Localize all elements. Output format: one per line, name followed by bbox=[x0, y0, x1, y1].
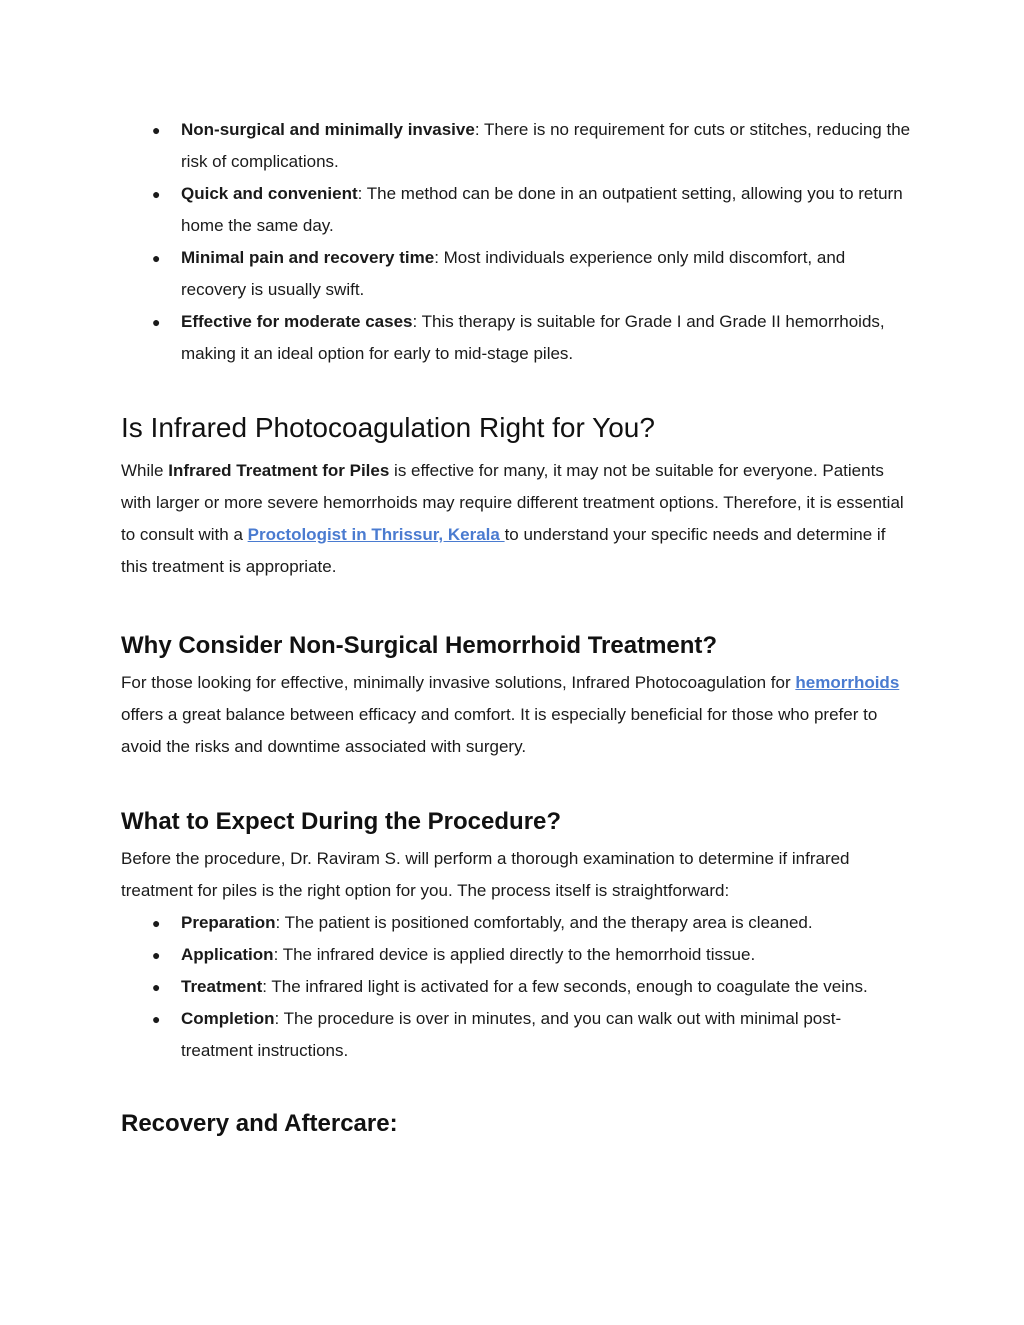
paragraph-what-to-expect: Before the procedure, Dr. Raviram S. will perform a thorough examination to determine if infrared treatment for piles is the right option for you. The process itself is straightforward: bbox=[121, 849, 850, 900]
bullet-icon: ● bbox=[152, 947, 161, 963]
list-item bbox=[121, 306, 911, 370]
hemorrhoids-link[interactable]: hemorrhoids bbox=[795, 673, 900, 692]
bullet-icon: ● bbox=[152, 122, 161, 138]
list-item-text: : The procedure is over in minutes, and you can walk out with minimal post-treatment instructions. bbox=[181, 1009, 842, 1060]
list-item-title: Minimal pain and recovery time bbox=[181, 248, 435, 267]
list-item-text: : This therapy is suitable for Grade I and Grade II hemorrhoids, making it an ideal option for early to mid-stage piles. bbox=[181, 312, 885, 363]
paragraph-text: to understand your specific needs and determine if this treatment is appropriate. bbox=[121, 525, 886, 576]
list-item bbox=[121, 971, 911, 1003]
list-item-text: : The patient is positioned comfortably, and the therapy area is cleaned. bbox=[275, 913, 813, 932]
list-item-text: : There is no requirement for cuts or stitches, reducing the risk of complications. bbox=[181, 120, 911, 171]
list-item bbox=[121, 939, 911, 971]
paragraph-right-for-you bbox=[121, 455, 911, 583]
list-item bbox=[121, 907, 911, 939]
list-item bbox=[121, 114, 911, 178]
heading-what-to-expect: What to Expect During the Procedure? bbox=[121, 808, 562, 835]
bullet-icon: ● bbox=[152, 1011, 161, 1027]
list-item-title: Quick and convenient bbox=[181, 184, 358, 203]
list-item-title: Application bbox=[181, 945, 274, 964]
list-item-text: : Most individuals experience only mild discomfort, and recovery is usually swift. bbox=[181, 248, 846, 299]
list-item bbox=[121, 178, 911, 242]
benefits-list bbox=[121, 114, 911, 370]
list-item-text: : The infrared light is activated for a few seconds, enough to coagulate the veins. bbox=[262, 977, 868, 996]
paragraph-text: is effective for many, it may not be suitable for everyone. Patients with larger or more severe hemorrhoids may require different treatment options. Therefore, it is essential to consult with a bbox=[121, 461, 904, 544]
list-item-title: Completion bbox=[181, 1009, 275, 1028]
paragraph-text: For those looking for effective, minimally invasive solutions, Infrared Photocoagulation for bbox=[121, 673, 796, 692]
bullet-icon: ● bbox=[152, 250, 161, 266]
heading-why-consider: Why Consider Non-Surgical Hemorrhoid Treatment? bbox=[121, 632, 718, 659]
list-item-title: Treatment bbox=[181, 977, 263, 996]
proctologist-link[interactable]: Proctologist in Thrissur, Kerala bbox=[247, 525, 505, 544]
list-item-title: Effective for moderate cases bbox=[181, 312, 413, 331]
list-item-title: Preparation bbox=[181, 913, 276, 932]
procedure-steps-list bbox=[121, 907, 911, 1067]
list-item-title: Non-surgical and minimally invasive bbox=[181, 120, 475, 139]
heading-right-for-you: Is Infrared Photocoagulation Right for You? bbox=[121, 412, 655, 443]
paragraph-text: While bbox=[121, 461, 169, 480]
bullet-icon: ● bbox=[152, 314, 161, 330]
bullet-icon: ● bbox=[152, 979, 161, 995]
list-item bbox=[121, 242, 911, 306]
list-item-text: : The method can be done in an outpatient setting, allowing you to return home the same day. bbox=[181, 184, 903, 235]
heading-recovery: Recovery and Aftercare: bbox=[121, 1110, 398, 1137]
list-item bbox=[121, 1003, 911, 1067]
paragraph-why-consider bbox=[121, 667, 911, 763]
list-item-text: : The infrared device is applied directly to the hemorrhoid tissue. bbox=[273, 945, 756, 964]
paragraph-text: offers a great balance between efficacy and comfort. It is especially beneficial for those who prefer to avoid the risks and downtime associated with surgery. bbox=[121, 705, 878, 756]
bullet-icon: ● bbox=[152, 915, 161, 931]
document-page bbox=[121, 114, 911, 1145]
bullet-icon: ● bbox=[152, 186, 161, 202]
bold-term: Infrared Treatment for Piles bbox=[168, 461, 390, 480]
